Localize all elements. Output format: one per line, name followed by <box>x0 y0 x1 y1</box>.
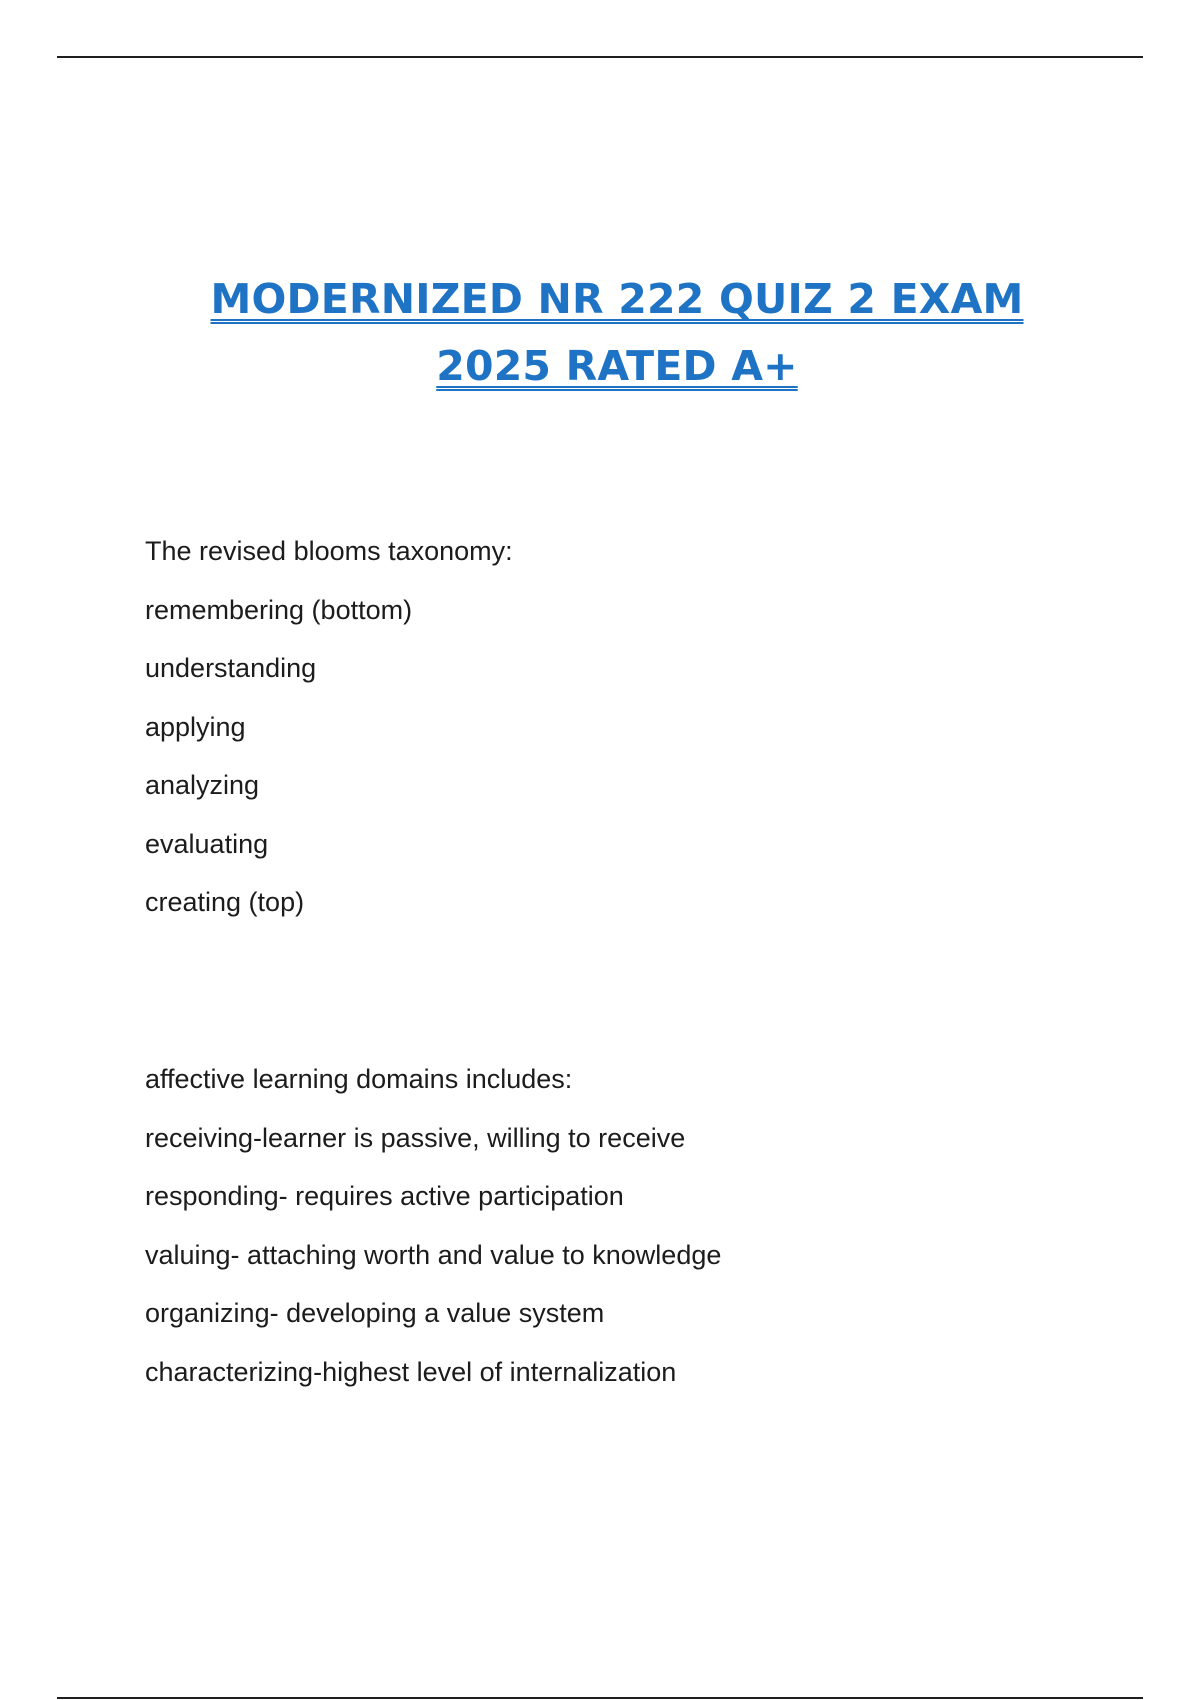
list-item: responding- requires active participation <box>145 1181 624 1211</box>
footer-rule <box>57 1697 1143 1699</box>
list-item: analyzing <box>145 770 260 800</box>
list-item: characterizing-highest level of internalization <box>145 1356 677 1387</box>
title-line-2: 2025 RATED A+ <box>436 342 798 390</box>
list-item: organizing- developing a value system <box>145 1298 605 1328</box>
blooms-taxonomy-section <box>145 522 513 932</box>
section-heading: affective learning domains includes: <box>145 1064 573 1094</box>
list-item: understanding <box>145 653 317 683</box>
section-heading: The revised blooms taxonomy: <box>145 536 513 566</box>
list-item: receiving-learner is passive, willing to receive <box>145 1122 686 1153</box>
list-item: creating (top) <box>145 887 305 917</box>
affective-domains-section <box>145 1050 721 1401</box>
header-rule <box>57 56 1143 58</box>
list-item: remembering (bottom) <box>145 594 413 625</box>
list-item: evaluating <box>145 828 269 859</box>
document-title <box>0 266 1200 400</box>
title-line-1: MODERNIZED NR 222 QUIZ 2 EXAM <box>210 275 1024 323</box>
list-item: applying <box>145 711 246 742</box>
list-item: valuing- attaching worth and value to knowledge <box>145 1239 722 1270</box>
